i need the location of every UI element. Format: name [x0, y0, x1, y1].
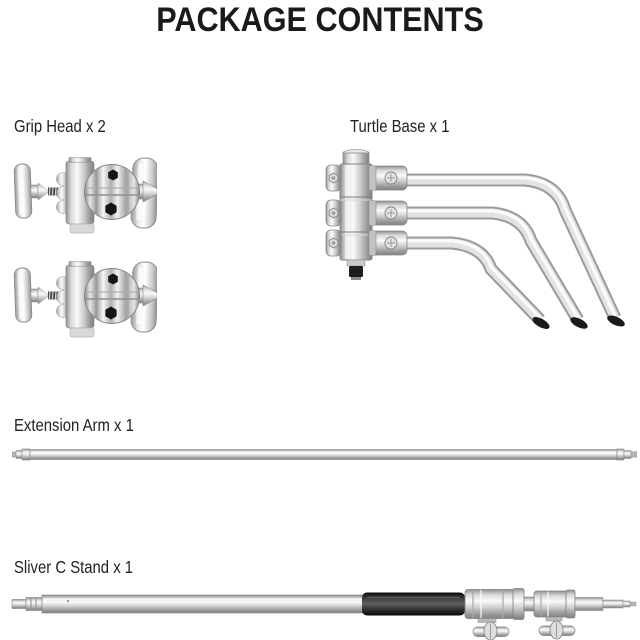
foam-grip [362, 593, 465, 616]
grip-head-1-image [12, 153, 157, 245]
page-title: PACKAGE CONTENTS [156, 1, 484, 39]
extension-arm-image [12, 444, 637, 464]
c-stand-image [10, 588, 638, 640]
bottom-knob [349, 266, 363, 277]
riser-clamp-1 [465, 589, 524, 640]
grip-head-2-image [12, 257, 157, 349]
grip-head-label: Grip Head x 2 [14, 116, 106, 136]
turtle-base-label: Turtle Base x 1 [350, 116, 450, 136]
extension-arm-label: Extension Arm x 1 [14, 415, 134, 435]
riser-clamp-2 [534, 590, 575, 639]
turtle-base-image [325, 142, 635, 342]
c-stand-label: Sliver C Stand x 1 [14, 557, 134, 577]
